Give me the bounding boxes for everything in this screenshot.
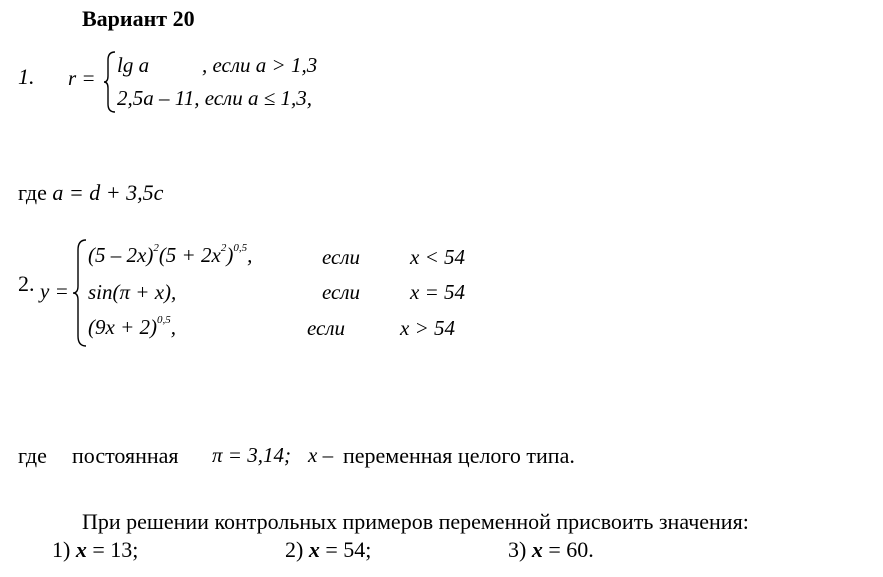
task1-case1-expr: lg a	[117, 53, 150, 77]
task2-lhs: y =	[40, 279, 69, 303]
task1-number: 1.	[18, 64, 35, 89]
where1-prefix: где	[18, 180, 47, 205]
case1-exp-b-inner: 2	[220, 242, 227, 254]
value-2-eq: = 54;	[319, 537, 372, 562]
where1-text	[18, 180, 163, 206]
task1-lhs: r =	[68, 66, 96, 90]
case1-exp-a: 2	[153, 242, 159, 254]
value-2-num: 2)	[285, 537, 304, 562]
task1-brace	[103, 50, 117, 114]
instruction-text: При решении контрольных примеров переменной присвоить значения:	[82, 509, 749, 534]
task2-case1-word: если	[322, 245, 361, 269]
value-1	[52, 537, 138, 563]
value-2	[285, 537, 371, 563]
task1-case1-cond: , если a > 1,3	[202, 53, 318, 77]
task2-case2-expr: sin(π + x),	[88, 280, 177, 304]
case3-exp: 0,5	[156, 314, 171, 326]
task2-case3-cond: x > 54	[400, 316, 455, 340]
task2-case2-cond: x = 54	[410, 280, 465, 304]
task2-case1-expr	[88, 243, 252, 268]
task2-case3-expr	[88, 315, 176, 340]
where2-prefix: где	[18, 443, 47, 468]
where2-x: x –	[308, 443, 334, 467]
case1-tail: ,	[247, 243, 253, 267]
value-2-var: x	[308, 537, 320, 562]
value-3-var: x	[531, 537, 543, 562]
where2-const-word: постоянная	[72, 443, 179, 468]
where2-pi: π = 3,14;	[212, 443, 291, 467]
case1-exp-b: 0,5	[233, 242, 248, 254]
task2-brace	[72, 238, 88, 348]
case3-tail: ,	[170, 315, 176, 339]
where2-rest: переменная целого типа.	[343, 443, 575, 468]
case1-expr-a: (5 – 2x)	[88, 243, 154, 267]
case3-expr: (9x + 2)	[88, 315, 157, 339]
task2-case1-cond: x < 54	[410, 245, 465, 269]
case1-expr-b: (5 + 2x	[158, 243, 221, 267]
case1-expr-b-close: )	[226, 243, 234, 267]
variant-title: Вариант 20	[82, 6, 195, 31]
task2-number: 2.	[18, 271, 35, 296]
value-3-eq: = 60.	[542, 537, 594, 562]
value-3	[508, 537, 594, 563]
task1-case2: 2,5a – 11, если a ≤ 1,3,	[117, 86, 312, 110]
value-3-num: 3)	[508, 537, 527, 562]
where1-formula: a = d + 3,5c	[52, 180, 164, 205]
task2-case3-word: если	[307, 316, 346, 340]
task2-case2-word: если	[322, 280, 361, 304]
value-1-num: 1)	[52, 537, 71, 562]
value-1-eq: = 13;	[86, 537, 139, 562]
value-1-var: x	[75, 537, 87, 562]
